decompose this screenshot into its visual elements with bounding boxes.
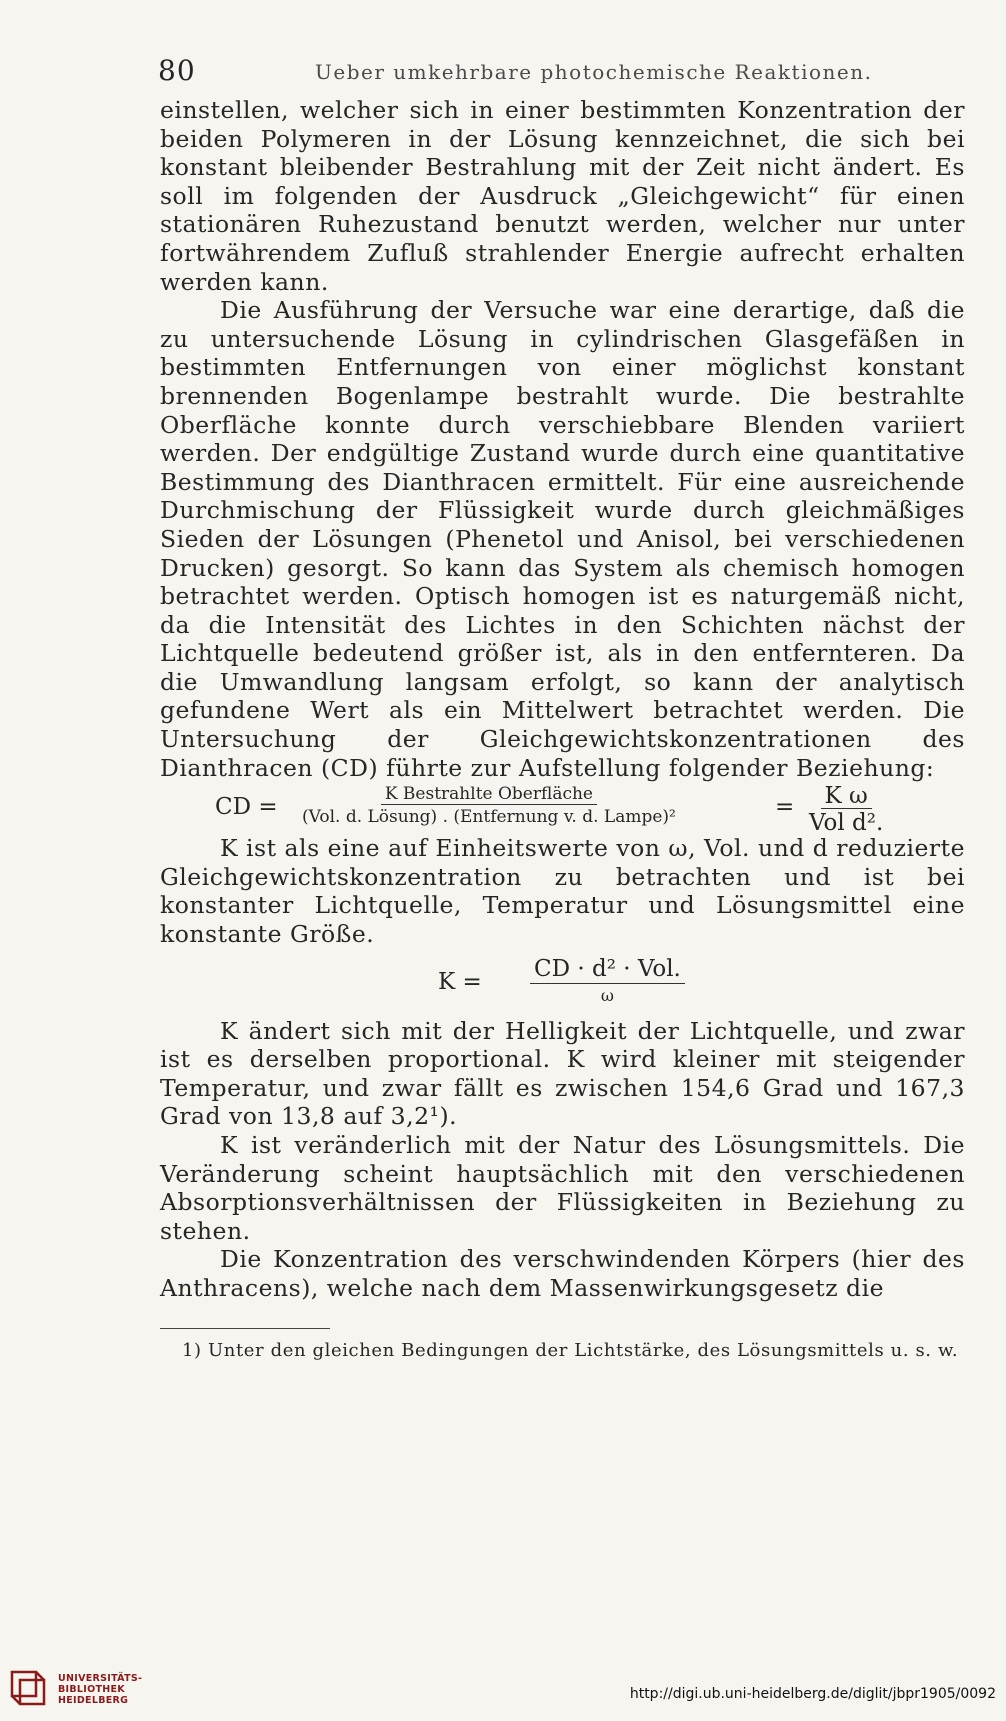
- paragraph-3: K ist als eine auf Einheitswerte von ω, Vol. und d reduzierte Gleichgewichtskonzentration zu betrachten und ist bei konstanter Lichtquelle, Temperatur und Lösungsmittel eine konstante Größe.: [160, 834, 965, 949]
- fraction-denominator: ω: [600, 985, 614, 1005]
- paragraph-2: Die Ausführung der Versuche war eine derartige, daß die zu untersuchende Lösung in cylindrischen Glasgefäßen in bestimmten Entfernungen von einer möglichst konstant brennenden Bogenlampe bestrahlt wurde. Die bestrahlte Oberfläche konnte durch verschiebbare Blenden variiert werden. Der endgültige Zustand wurde durch eine quantitative Bestimmung des Dianthracen ermittelt. Für eine ausreichende Durchmischung der Flüssigkeit wurde durch gleichmäßiges Sieden der Lösungen (Phenetol und Anisol, bei verschiedenen Drucken) gesorgt. So kann das System als chemisch homogen betrachtet werden. Optisch homogen ist es naturgemäß nicht, da die Intensität des Lichtes in den Schichten nächst der Lichtquelle bedeutend größer ist, als in den entfernteren. Da die Umwandlung langsam erfolgt, so kann der analytisch gefundene Wert als ein Mittelwert betrachtet werden. Die Untersuchung der Gleichgewichtskonzentrationen des Dianthracen (CD) führte zur Aufstellung folgender Beziehung:: [160, 296, 965, 782]
- page-header: [150, 54, 965, 94]
- library-name: [58, 1673, 142, 1706]
- library-name-line: HEIDELBERG: [58, 1695, 129, 1706]
- source-link[interactable]: http://digi.ub.uni-heidelberg.de/diglit/jbpr1905/0092: [629, 1686, 996, 1702]
- fraction-simplified: [805, 784, 887, 835]
- body-text: [160, 96, 965, 1303]
- footnote: 1) Unter den gleichen Bedingungen der Lichtstärke, des Lösungsmittels u. s. w.: [182, 1340, 959, 1361]
- equation-lhs: CD =: [215, 794, 278, 821]
- fraction-k: [530, 955, 685, 1006]
- library-logo[interactable]: [8, 1668, 143, 1712]
- page-number: 80: [158, 54, 196, 87]
- paragraph-5: K ist veränderlich mit der Natur des Lösungsmittels. Die Veränderung scheint hauptsächlich mit den verschiedenen Absorptionsverhältnissen der Flüssigkeiten in Beziehung zu stehen.: [160, 1131, 965, 1245]
- running-title: Ueber umkehrbare photochemische Reaktionen.: [315, 60, 873, 84]
- fraction-denominator: (Vol. d. Lösung) . (Entfernung v. d. Lampe)²: [302, 807, 676, 828]
- equation-lhs: K =: [438, 968, 482, 995]
- equation-equilibrium-concentration: [160, 783, 965, 837]
- fraction-numerator: CD · d² · Vol.: [530, 955, 685, 984]
- paragraph-6: Die Konzentration des verschwindenden Körpers (hier des Anthracens), welche nach dem Massenwirkungsgesetz die: [160, 1245, 965, 1302]
- fraction-numerator: K ω: [821, 784, 872, 809]
- equation-k-constant: [160, 955, 965, 1013]
- paragraph-1: einstellen, welcher sich in einer bestimmten Konzentration der beiden Polymeren in der Lösung kennzeichnet, die sich bei konstant bleibender Bestrahlung mit der Zeit nicht ändert. Es soll im folgenden der Ausdruck „Gleichgewicht“ für einen stationären Ruhezustand benutzt werden, welcher nur unter fortwährendem Zufluß strahlender Energie aufrecht erhalten werden kann.: [160, 96, 965, 296]
- library-name-line: UNIVERSITÄTS-: [58, 1673, 143, 1684]
- library-emblem-icon: [8, 1668, 52, 1712]
- footnote-rule: [160, 1328, 330, 1329]
- fraction-denominator: Vol d².: [809, 810, 884, 837]
- equals-sign: =: [775, 794, 795, 821]
- library-name-line: BIBLIOTHEK: [58, 1684, 125, 1695]
- fraction-main: [298, 784, 680, 827]
- paragraph-4: K ändert sich mit der Helligkeit der Lichtquelle, und zwar ist es derselben proportional. K wird kleiner mit steigender Temperatur, und zwar fällt es zwischen 154,6 Grad und 167,3 Grad von 13,8 auf 3,2¹).: [160, 1016, 965, 1131]
- fraction-numerator: K Bestrahlte Oberfläche: [381, 784, 597, 805]
